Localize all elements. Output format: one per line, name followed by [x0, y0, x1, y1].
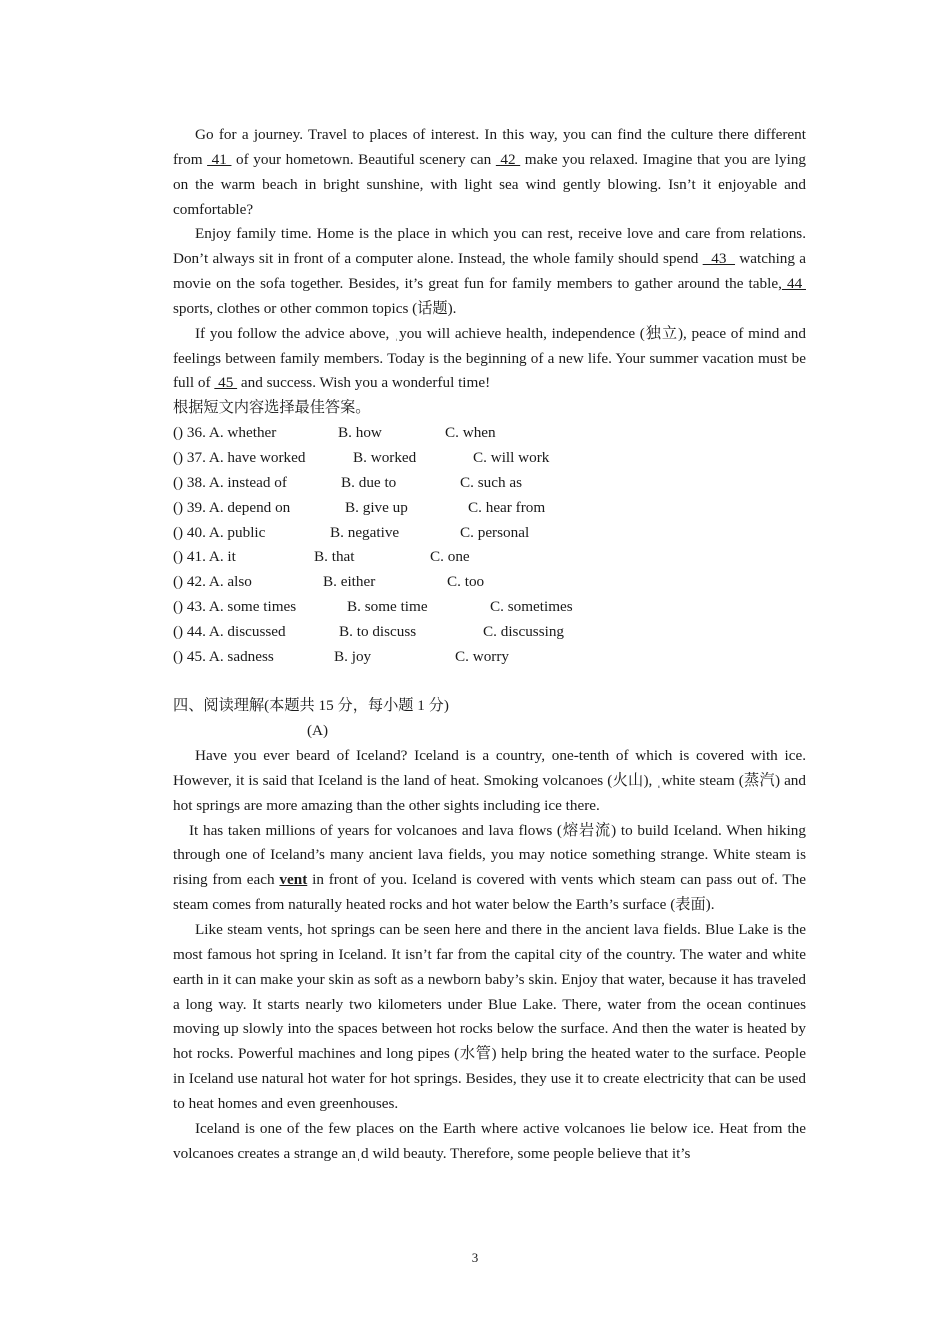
cloze-paragraph-1 [173, 123, 806, 222]
text: Enjoy family time. Home is the place in which you can rest, receive love and care from relations. Don’t always sit in front of a computer alone. Instead, the whole family should spend [173, 225, 806, 268]
option-a: () 44. A. discussed [173, 622, 286, 640]
cloze-paragraph-3 [173, 322, 806, 397]
text: and success. Wish you a wonderful time! [237, 374, 491, 392]
option-b: B. worked [353, 448, 417, 466]
instruction: 根据短文内容选择最佳答案。 [173, 399, 371, 417]
stray-mark: ˌ [394, 324, 400, 342]
option-b: B. how [338, 424, 382, 442]
option-b: B. to discuss [339, 622, 417, 640]
option-a: () 41. A. it [173, 548, 236, 566]
text: of your hometown. Beautiful scenery can [231, 150, 496, 168]
question-37 [173, 446, 806, 471]
option-b: B. due to [341, 473, 397, 491]
question-38 [173, 471, 806, 496]
section-heading: 四、阅读理解(本题共 15 分，每小题 1 分) [173, 697, 449, 715]
option-c: C. personal [460, 523, 530, 541]
option-a: () 42. A. also [173, 573, 252, 591]
option-b: B. that [314, 548, 355, 566]
option-c: C. hear from [468, 498, 546, 516]
option-c: C. will work [473, 448, 550, 466]
option-b: B. negative [330, 523, 400, 541]
text: make you relaxed. Imagine that you are lying on the warm beach in bright sunshine, with light sea wind gently blowing. Isn’t it enjoyable and comfortable? [173, 150, 807, 218]
option-a: () 45. A. sadness [173, 647, 274, 665]
option-b: B. joy [334, 647, 372, 665]
blank-42: 42 [495, 150, 521, 168]
blank-45: 45 [214, 374, 238, 392]
option-c: C. discussing [483, 622, 565, 640]
text: Go for a journey. Travel to places of interest. In this way, you can find the culture there different from [173, 126, 806, 168]
reading-paragraph-3: Like steam vents, hot springs can be seen here and there in the ancient lava fields. Blue Lake is the most famous hot spring in Iceland. It isn’t far from the capital city of the country. The water and white earth in it can make your skin as soft as a newborn baby’s skin. Enjoy that water, because it has traveled a long way. It starts nearly two kilometers under Blue Lake. There, water from the ocean continues moving up slowly into the spaces between hot rocks below the surface. And then the water is heated by hot rocks. Powerful machines and long pipes (水管) help bring the heated water to the surface. People in Iceland use natural hot water for hot springs. Besides, they use it to create electricity that can be used to heat homes and even greenhouses. [173, 921, 806, 1112]
question-44 [173, 620, 806, 645]
option-c: C. one [430, 548, 470, 566]
text: in front of you. Iceland is covered with vents which steam can pass out of. The steam comes from naturally heated rocks and hot water below the Earth’s surface (表面). [173, 871, 806, 914]
option-a: () 38. A. instead of [173, 473, 287, 491]
text: It has taken millions of years for volcanoes and lava flows (熔岩流) to build Iceland. When hiking through one of Iceland’s many ancient lava fields, you may notice something strange. White steam is rising from each [173, 821, 806, 889]
option-c: C. when [445, 424, 496, 442]
option-c: C. such as [460, 473, 523, 491]
option-b: B. either [323, 573, 376, 591]
option-a: () 37. A. have worked [173, 448, 306, 466]
question-36 [173, 421, 806, 446]
question-39 [173, 496, 806, 521]
blank-43: 43 [702, 250, 736, 268]
blank-44: 44 [781, 275, 806, 293]
option-c: C. worry [455, 647, 509, 665]
reading-paragraph-2 [173, 819, 806, 918]
keyword-vent: vent [279, 871, 308, 889]
text: sports, clothes or other common topics (话题). [173, 299, 457, 317]
cloze-paragraph-2 [173, 222, 806, 321]
question-list [173, 421, 806, 669]
option-c: C. too [447, 573, 485, 591]
question-41 [173, 545, 806, 570]
option-a: () 36. A. whether [173, 424, 277, 442]
page-number: 3 [471, 1250, 479, 1265]
question-43 [173, 595, 806, 620]
text: watching a movie on the sofa together. Besides, it’s great fun for family members to gather around the table, [173, 250, 807, 293]
question-45 [173, 645, 806, 670]
question-42 [173, 570, 806, 595]
reading-paragraph-4: Iceland is one of the few places on the Earth where active volcanoes lie below ice. Heat from the volcanoes creates a strange anˌd wild beauty. Therefore, some people believe that it’s [173, 1119, 806, 1162]
text: you will achieve health, independence (独立), peace of mind and feelings between family members. Today is the beginning of a new life. Your summer vacation must be full of [173, 324, 806, 392]
option-a: () 39. A. depend on [173, 498, 291, 516]
blank-41: 41 [207, 150, 232, 168]
spacer [173, 670, 806, 695]
option-b: B. give up [345, 498, 408, 516]
option-b: B. some time [347, 598, 428, 616]
document-body [173, 123, 806, 1166]
option-c: C. sometimes [490, 598, 573, 616]
question-40 [173, 521, 806, 546]
section-subheading: (A) [307, 722, 329, 740]
option-a: () 40. A. public [173, 523, 266, 541]
reading-paragraph-1: Have you ever beard of Iceland? Iceland is a country, one-tenth of which is covered with ice. However, it is said that Iceland is the land of heat. Smoking volcanoes (火山), ˌwhite steam (蒸汽) and hot springs are more amazing than the other sights including ice there. [173, 747, 806, 814]
option-a: () 43. A. some times [173, 598, 297, 616]
text: If you follow the advice above, [195, 324, 395, 342]
